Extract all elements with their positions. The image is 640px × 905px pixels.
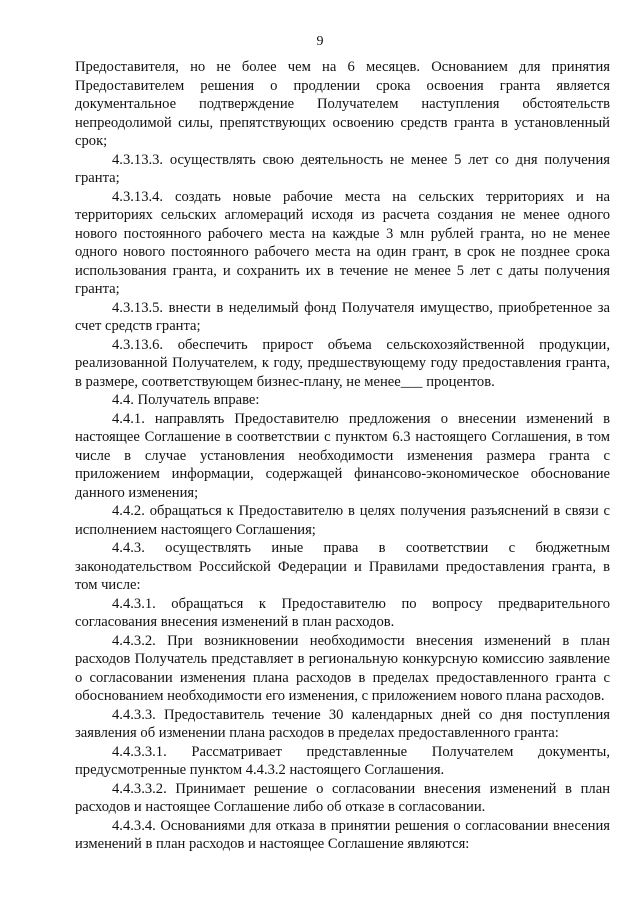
paragraph-4-3-13-5: 4.3.13.5. внести в неделимый фонд Получателя имущество, приобретенное за счет средств гранта; (75, 299, 610, 334)
paragraph-4-4: 4.4. Получатель вправе: (112, 392, 260, 408)
paragraph-4-3-13-4: 4.3.13.4. создать новые рабочие места на сельских территориях и на территориях сельских агломераций исходя из расчета создания не менее одного нового постоянного рабочего места на каждые 3 млн рублей гранта, но не менее одного нового постоянного рабочего места на один грант, в срок не позднее срока использования гранта, и сохранить их в течение не менее 5 лет с даты получения гранта; (75, 188, 610, 297)
paragraph-4-4-3-3-2: 4.4.3.3.2. Принимает решение о согласовании внесения изменений в план расходов и настоящее Соглашение либо об отказе в согласовании. (75, 780, 610, 815)
paragraph-4-4-3-1: 4.4.3.1. обращаться к Предоставителю по вопросу предварительного согласования внесения изменений в план расходов. (75, 595, 610, 630)
paragraph-4-4-3: 4.4.3. осуществлять иные права в соответствии с бюджетным законодательством Российской Федерации и Правилами предоставления гранта, в том числе: (75, 540, 610, 593)
page-number: 9 (316, 34, 324, 49)
paragraph-4-3-13-6: 4.3.13.6. обеспечить прирост объема сельскохозяйственной продукции, реализованной Получателем, к году, предшествующему году предоставления гранта, в размере, соответствующем бизнес-плану, не менее___ процентов. (75, 336, 610, 390)
paragraph-4-4-3-3-1: 4.4.3.3.1. Рассматривает представленные Получателем документы, предусмотренные пунктом 4.4.3.2 настоящего Соглашения. (75, 743, 610, 778)
paragraph-4-4-3-3: 4.4.3.3. Предоставитель течение 30 календарных дней со дня поступления заявления об изменении плана расходов в пределах предоставленного гранта: (75, 706, 610, 741)
document-body (75, 58, 610, 854)
paragraph-4-4-3-4: 4.4.3.4. Основаниями для отказа в принятии решения о согласовании внесения изменений в план расходов и настоящее Соглашение являются: (75, 817, 610, 852)
paragraph-4-3-13-3: 4.3.13.3. осуществлять свою деятельность не менее 5 лет со дня получения гранта; (75, 151, 610, 186)
paragraph-4-4-3-2: 4.4.3.2. При возникновении необходимости внесения изменений в план расходов Получатель представляет в региональную конкурсную комиссию заявление о согласовании изменения плана расходов в пределах предоставленного гранта с обоснованием необходимости его изменения, с приложением нового плана расходов. (75, 632, 610, 704)
paragraph-continuation: Предоставителя, но не более чем на 6 месяцев. Основанием для принятия Предоставителем решения о продлении срока освоения гранта является документальное подтверждение Получателем наступления обстоятельств непреодолимой силы, препятствующих освоению средств гранта в установленный срок; (75, 59, 610, 149)
paragraph-4-4-2: 4.4.2. обращаться к Предоставителю в целях получения разъяснений в связи с исполнением настоящего Соглашения; (75, 503, 610, 538)
paragraph-4-4-1: 4.4.1. направлять Предоставителю предложения о внесении изменений в настоящее Соглашение в соответствии с пунктом 6.3 настоящего Соглашения, в том числе в случае установления необходимости изменения размера гранта с приложением информации, содержащей финансово-экономическое обоснование данного изменения; (75, 410, 610, 501)
